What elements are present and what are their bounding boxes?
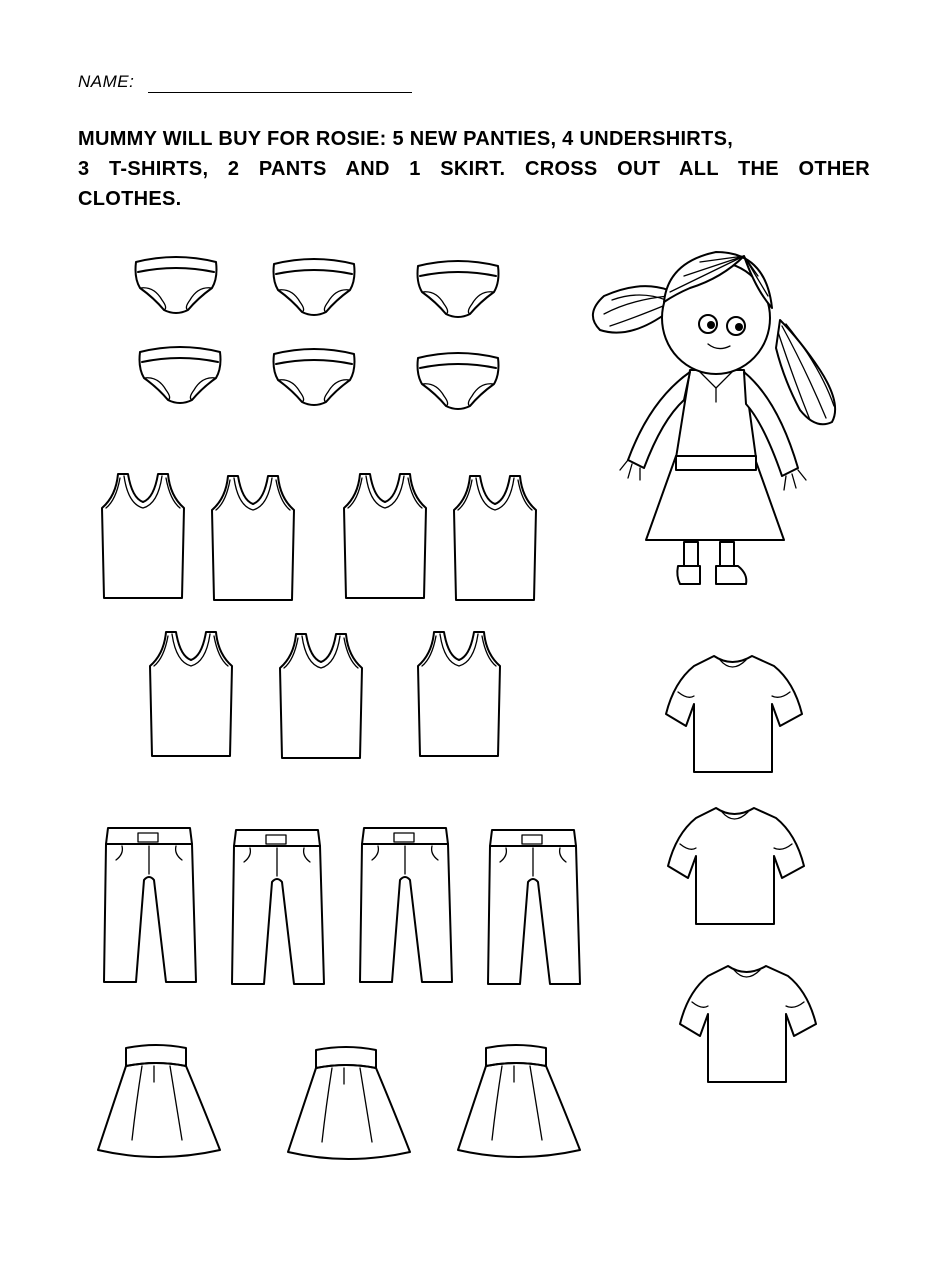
pants-group: [104, 828, 580, 984]
undershirt-icon[interactable]: [150, 632, 232, 756]
pants-icon[interactable]: [104, 828, 196, 982]
t-shirt-icon[interactable]: [668, 808, 804, 924]
undershirt-icon[interactable]: [418, 632, 500, 756]
undershirt-icon[interactable]: [344, 474, 426, 598]
panties-icon[interactable]: [274, 259, 355, 315]
panties-icon[interactable]: [140, 347, 221, 403]
undershirt-icon[interactable]: [212, 476, 294, 600]
girl-illustration: [593, 252, 835, 584]
instruction-line-2: 3 T-SHIRTS, 2 PANTS AND 1 SKIRT. CROSS OUT ALL THE OTHER: [78, 158, 870, 180]
panties-icon[interactable]: [274, 349, 355, 405]
instruction-line-1: MUMMY WILL BUY FOR ROSIE: 5 NEW PANTIES, 4 UNDERSHIRTS,: [78, 128, 734, 150]
pants-icon[interactable]: [488, 830, 580, 984]
undershirt-icon[interactable]: [454, 476, 536, 600]
undershirt-icon[interactable]: [280, 634, 362, 758]
skirt-icon[interactable]: [458, 1045, 580, 1157]
skirt-icon[interactable]: [98, 1045, 220, 1157]
t-shirt-icon[interactable]: [680, 966, 816, 1082]
pants-icon[interactable]: [232, 830, 324, 984]
skirts-group: [98, 1045, 580, 1159]
panties-group: [136, 257, 499, 409]
undershirts-group: [102, 474, 536, 758]
name-label: NAME:: [78, 72, 135, 91]
t-shirts-group: [666, 656, 816, 1082]
pants-icon[interactable]: [360, 828, 452, 982]
panties-icon[interactable]: [418, 261, 499, 317]
undershirt-icon[interactable]: [102, 474, 184, 598]
panties-icon[interactable]: [418, 353, 499, 409]
panties-icon[interactable]: [136, 257, 217, 313]
t-shirt-icon[interactable]: [666, 656, 802, 772]
instruction-line-3: CLOTHES.: [78, 188, 182, 210]
skirt-icon[interactable]: [288, 1047, 410, 1159]
